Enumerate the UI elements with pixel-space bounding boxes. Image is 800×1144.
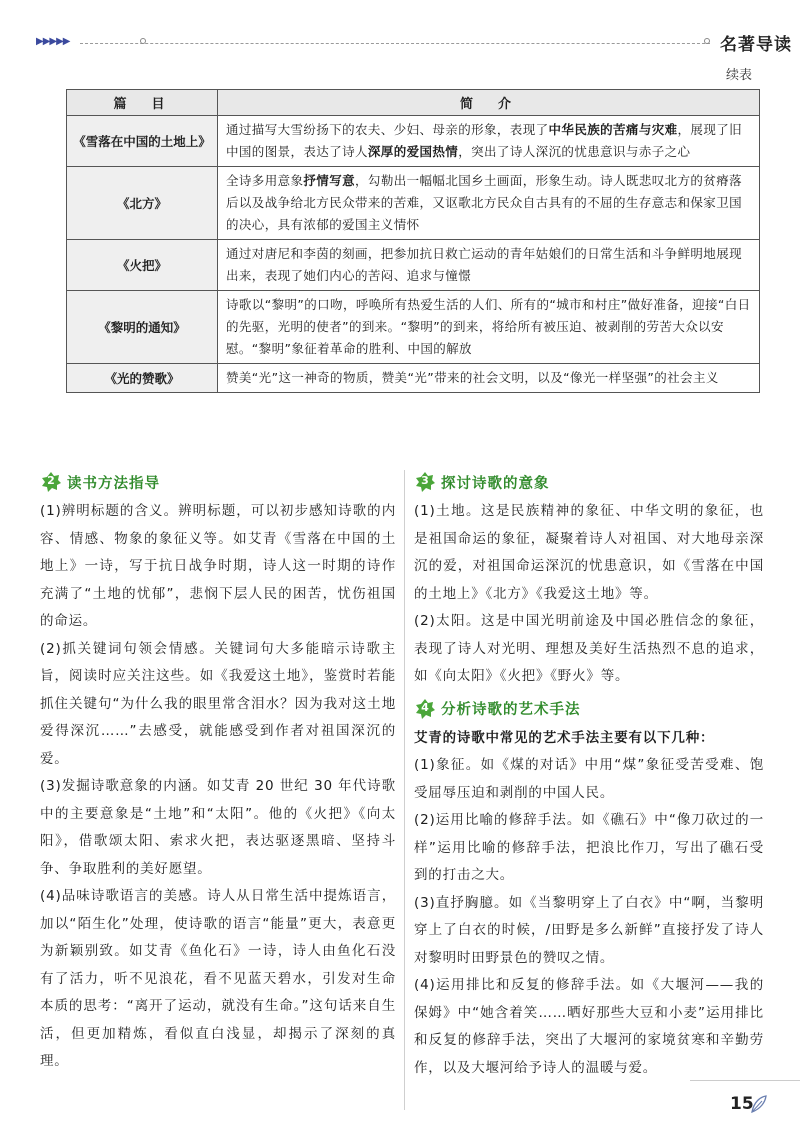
paragraph: (1)土地。这是民族精神的象征、中华文明的象征，也是祖国命运的象征，凝聚着诗人对祖国、对大地母亲深沉的爱，对祖国命运深沉的忧患意识，如《雪落在中国的土地上》《北方》《我爱这土地》等。 (414, 503, 764, 602)
continued-label: 续表 (725, 68, 752, 83)
page-header (36, 28, 792, 56)
table-row (67, 116, 760, 167)
column-header-summary: 简 介 (218, 90, 760, 116)
work-summary (218, 116, 760, 167)
header-rule (80, 43, 710, 44)
column-header-title: 篇 目 (67, 90, 218, 116)
work-summary (218, 240, 760, 291)
section-title: 分析诗歌的艺术手法 (441, 702, 581, 718)
paragraph: (1)辨明标题的含义。辨明标题，可以初步感知诗歌的内容、情感、物象的象征义等。如艾青《雪落在中国的土地上》一诗，写于抗日战争时期，诗人这一时期的诗作充满了“土地的忧郁”，悲悯下层人民的困苦，忧伤祖国的命运。 (40, 503, 396, 629)
table-row (67, 167, 760, 240)
paragraph: (2)太阳。这是中国光明前途及中国必胜信念的象征，表现了诗人对光明、理想及美好生活热烈不息的追求，如《向太阳》《火把》《野火》等。 (414, 613, 764, 684)
summary-text: ，展现了旧中国的图景，表达了诗人 (226, 122, 743, 159)
leaf-icon (750, 1094, 768, 1118)
arrow-decoration-icon: ▶▶▶▶▶ (36, 36, 70, 47)
summary-emphasis: 中华民族的苦痛与灾难 (548, 122, 678, 137)
summary-emphasis: 深厚的爱国热情 (367, 144, 459, 159)
work-summary (218, 364, 760, 393)
paragraph: (1)象征。如《煤的对话》中用“煤”象征受苦受难、饱受屈辱压迫和剥削的中国人民。 (414, 757, 764, 801)
leaf-badge-icon (414, 471, 436, 493)
paragraph: (4)运用排比和反复的修辞手法。如《大堰河——我的保姆》中“她含着笑……晒好那些大豆和小麦”运用排比和反复的修辞手法，突出了大堰河的家境贫寒和辛勤劳作，以及大堰河给予诗人的温暖与爱。 (414, 977, 764, 1076)
right-column (414, 468, 764, 1082)
work-summary (218, 291, 760, 364)
work-title: 《黎明的通知》 (67, 291, 218, 364)
circle-icon (704, 38, 710, 44)
summary-text: ，突出了诗人深沉的忧患意识与赤子之心 (458, 144, 691, 159)
section-heading (40, 468, 396, 496)
summary-emphasis: 抒情写意 (303, 173, 356, 188)
summary-text: ，勾勒出一幅幅北国乡土画面，形象生动。诗人既悲叹北方的贫瘠落后以及战争给北方民众带来的苦难，又讴歌北方民众自古具有的不屈的生存意志和保家卫国的决心，具有浓郁的爱国主义情怀 (226, 173, 743, 232)
section-lead: 艾青的诗歌中常见的艺术手法主要有以下几种： (414, 729, 715, 746)
page-number-text: 15 (730, 1094, 754, 1114)
section-heading (414, 468, 764, 496)
section-number: 3 (421, 474, 429, 487)
table-header-row (67, 90, 760, 116)
section-title: 读书方法指导 (67, 475, 160, 492)
work-title: 《火把》 (67, 240, 218, 291)
section-number: 4 (421, 700, 429, 714)
table-row (67, 240, 760, 291)
work-title: 《雪落在中国的土地上》 (67, 116, 218, 167)
circle-icon (140, 38, 146, 44)
work-title: 《北方》 (67, 167, 218, 240)
table-row (67, 364, 760, 393)
paragraph: (2)抓关键词句领会情感。关键词句大多能暗示诗歌主旨，阅读时应关注这些。如《我爱这土地》，鉴赏时若能抓住关键句“为什么我的眼里常含泪水？因为我对这土地爱得深沉……”去感受，就能感受到作者对祖国深沉的爱。 (40, 640, 396, 767)
summary-text: 通过描写大雪纷扬下的农夫、少妇、母亲的形象，表现了 (226, 122, 549, 137)
page-number (724, 1090, 770, 1120)
section-heading (414, 695, 764, 723)
leaf-badge-icon (40, 471, 62, 493)
section-number: 2 (47, 474, 55, 487)
work-summary (218, 167, 760, 240)
left-column (40, 468, 396, 1076)
paragraph: (2)运用比喻的修辞手法。如《礁石》中“像刀砍过的一样”运用比喻的修辞手法，把浪比作刀，写出了礁石受到的打击之大。 (414, 812, 764, 883)
summary-text: 通过对唐尼和李茵的刻画，把参加抗日救亡运动的青年姑娘们的日常生活和斗争鲜明地展现出来，表现了她们内心的苦闷、追求与憧憬 (226, 246, 743, 283)
table-row (67, 291, 760, 364)
summary-text: 全诗多用意象 (226, 173, 304, 188)
summary-text: 赞美“光”这一神奇的物质，赞美“光”带来的社会文明，以及“像光一样坚强”的社会主义 (226, 370, 719, 385)
paragraph: (3)发掘诗歌意象的内涵。如艾青 20 世纪 30 年代诗歌中的主要意象是“土地”和“太阳”。他的《火把》《向太阳》，借歌颂太阳、索求火把，表达驱逐黑暗、坚持斗争、争取胜利的美好愿望。 (40, 778, 396, 877)
header-title: 名著导读 (720, 35, 792, 55)
column-divider (404, 470, 405, 1110)
summary-text: 诗歌以“黎明”的口吻，呼唤所有热爱生活的人们、所有的“城市和村庄”做好准备，迎接“白日的先驱，光明的使者”的到来。“黎明”的到来，将给所有被压迫、被剥削的劳苦大众以安慰。“黎明”象征着革命的胜利、中国的解放 (226, 297, 751, 356)
works-table (66, 89, 760, 393)
paragraph: (3)直抒胸臆。如《当黎明穿上了白衣》中“啊，当黎明穿上了白衣的时候，/田野是多么新鲜”直接抒发了诗人对黎明时田野景色的赞叹之情。 (414, 894, 764, 966)
paragraph: (4)品味诗歌语言的美感。诗人从日常生活中提炼语言，加以“陌生化”处理，使诗歌的语言“能量”更大，表意更为新颖别致。如艾青《鱼化石》一诗，诗人由鱼化石没有了活力，听不见浪花，看不见蓝天碧水，引发对生命本质的思考：“离开了运动，就没有生命。”这句话来自生活，但更加精炼，看似直白浅显，却揭示了深刻的真理。 (40, 888, 396, 1069)
leaf-badge-icon (414, 698, 436, 720)
work-title: 《光的赞歌》 (67, 364, 218, 393)
section-title: 探讨诗歌的意象 (441, 475, 550, 492)
